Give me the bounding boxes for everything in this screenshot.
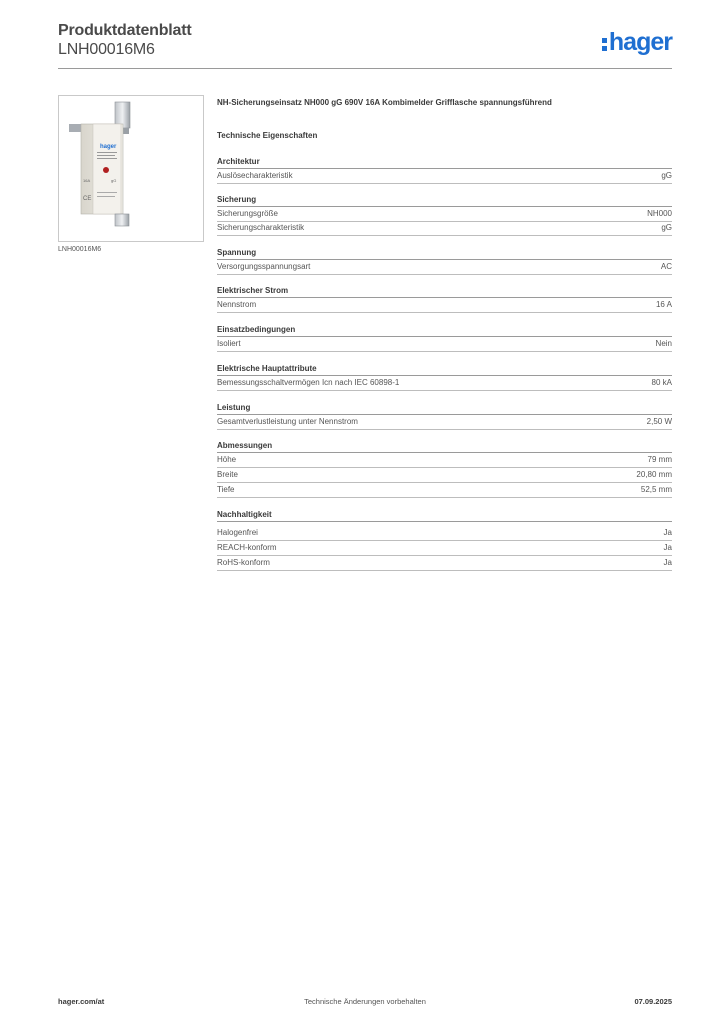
section-heading: Leistung (217, 403, 672, 415)
logo-text: hager (608, 28, 672, 56)
doc-title: Produktdatenblatt (58, 22, 192, 39)
spec-row (217, 416, 672, 430)
spec-value: 2,50 W (646, 417, 672, 426)
spec-label: Höhe (217, 455, 237, 464)
spec-row (217, 469, 672, 483)
svg-text:hager: hager (100, 144, 117, 150)
footer-website-link[interactable]: hager.com/at (58, 997, 105, 1006)
spec-label: Isoliert (217, 339, 241, 348)
product-title: NH-Sicherungseinsatz NH000 gG 690V 16A Kombimelder Grifflasche spannungsführend (217, 98, 552, 107)
footer-date: 07.09.2025 (634, 997, 672, 1006)
spec-label: Nennstrom (217, 300, 257, 309)
spec-value: 20,80 mm (636, 470, 672, 479)
spec-row (217, 299, 672, 313)
spec-label: Sicherungscharakteristik (217, 223, 305, 232)
spec-row (217, 542, 672, 556)
spec-label: Halogenfrei (217, 528, 258, 537)
spec-value: NH000 (647, 209, 672, 218)
section-heading: Abmessungen (217, 441, 672, 453)
spec-value: Ja (663, 528, 672, 537)
page-header (58, 20, 672, 70)
spec-row (217, 208, 672, 222)
spec-row (217, 454, 672, 468)
logo-dots-icon (602, 38, 607, 51)
spec-label: Auslösecharakteristik (217, 171, 293, 180)
spec-value: Nein (655, 339, 672, 348)
spec-row (217, 527, 672, 541)
image-caption: LNH00016M6 (58, 246, 102, 253)
spec-row (217, 222, 672, 236)
product-image (58, 95, 204, 242)
spec-row (217, 338, 672, 352)
spec-row (217, 377, 672, 391)
spec-value: 16 A (655, 300, 672, 309)
spec-value: gG (661, 223, 672, 232)
section-heading: Elektrische Hauptattribute (217, 364, 672, 376)
spec-label: Bemessungsschaltvermögen Icn nach IEC 60898-1 (217, 378, 400, 387)
section-heading: Architektur (217, 157, 672, 169)
section-heading: Einsatzbedingungen (217, 325, 672, 337)
section-heading: Nachhaltigkeit (217, 510, 672, 522)
article-number: LNH00016M6 (58, 41, 155, 58)
spec-label: Sicherungsgröße (217, 209, 278, 218)
spec-value: 79 mm (647, 455, 672, 464)
spec-value: AC (660, 262, 672, 271)
spec-row (217, 170, 672, 184)
svg-text:gG: gG (111, 178, 117, 183)
hager-logo (602, 28, 672, 57)
header-divider (58, 68, 672, 69)
spec-value: 52,5 mm (640, 485, 672, 494)
spec-row (217, 557, 672, 571)
spec-label: Versorgungsspannungsart (217, 262, 311, 271)
spec-label: Tiefe (217, 485, 235, 494)
section-heading: Elektrischer Strom (217, 286, 672, 298)
spec-label: RoHS-konform (217, 558, 270, 567)
spec-label: REACH-konform (217, 543, 277, 552)
spec-label: Breite (217, 470, 238, 479)
section-heading: Sicherung (217, 195, 672, 207)
spec-value: Ja (663, 543, 672, 552)
svg-text:16A: 16A (83, 178, 91, 183)
svg-text:CE: CE (83, 196, 92, 202)
spec-row (217, 261, 672, 275)
fuse-illustration-icon (59, 96, 203, 241)
spec-label: Gesamtverlustleistung unter Nennstrom (217, 417, 358, 426)
footer-note: Technische Änderungen vorbehalten (304, 997, 426, 1006)
spec-value: Ja (663, 558, 672, 567)
spec-value: 80 kA (651, 378, 672, 387)
section-title-technical: Technische Eigenschaften (217, 131, 318, 140)
spec-value: gG (661, 171, 672, 180)
spec-row (217, 484, 672, 498)
section-heading: Spannung (217, 248, 672, 260)
